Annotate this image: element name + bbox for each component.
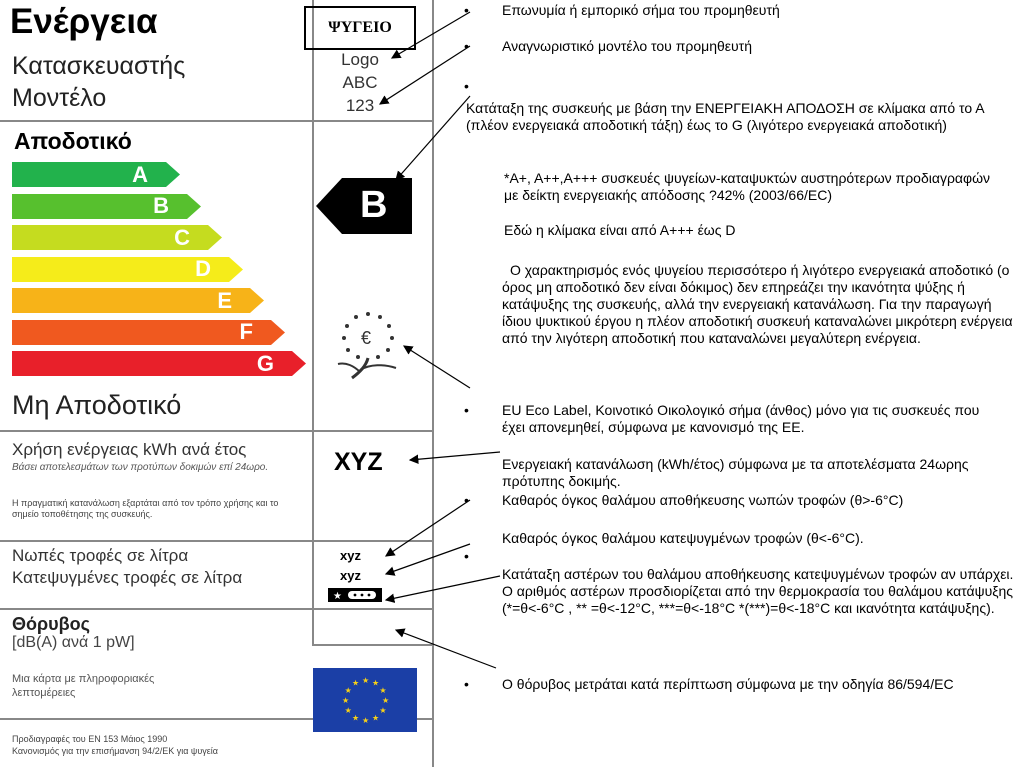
arrow-to-energy — [410, 452, 500, 460]
eu-star: ★ — [372, 678, 380, 688]
arrow-to-stars — [386, 576, 500, 600]
note-frozen-volume: Καθαρός όγκος θαλάμου κατεψυγμένων τροφών (θ<-6°C). — [502, 530, 864, 546]
energy-use-note-2: Η πραγματική κατανάλωση εξαρτάται από τον τρόπο χρήσης και το σημείο τοποθέτησης της συσκευής. — [12, 498, 279, 519]
eu-star: ★ — [382, 696, 390, 705]
bullet: • — [464, 78, 469, 94]
bullet: • — [464, 492, 469, 508]
noise-label: Θόρυβος — [12, 614, 90, 634]
note-noise: Ο θόρυβος μετράται κατά περίπτωση σύμφωνα με την οδηγία 86/594/ΕC — [502, 676, 954, 692]
eu-star: ★ — [372, 713, 380, 723]
note-fresh-volume: Καθαρός όγκος θαλάμου αποθήκευσης νωπών τροφών (θ>-6°C) — [502, 492, 904, 508]
eu-star: ★ — [362, 676, 370, 685]
manufacturer-label: Κατασκευαστής — [12, 52, 186, 80]
label-title: Ενέργεια — [10, 2, 158, 41]
inefficient-heading: Μη Αποδοτικό — [12, 390, 182, 420]
fresh-volume-value: xyz — [340, 548, 361, 563]
svg-text:€: € — [361, 328, 372, 348]
bullet: • — [464, 38, 469, 54]
noise-unit: [dB(A) ανά 1 pW] — [12, 634, 135, 651]
energy-consumption-value: XYZ — [334, 448, 383, 476]
eu-star: ★ — [344, 686, 352, 695]
footer-regulation: Κανονισμός για την επισήμανση 94/2/ΕΚ για ψυγεία — [12, 746, 218, 756]
note-model: Αναγνωριστικό μοντέλο του προμηθευτή — [502, 38, 752, 54]
note-ecolabel: EU Eco Label, Κοινοτικό Οικολογικό σήμα (άνθος) μόνο για τις συσκευές που έχει απονεμηθεί, σύμφωνα με κανονισμό της ΕΕ. — [502, 402, 980, 435]
bullet: • — [464, 548, 469, 564]
svg-text:★: ★ — [333, 591, 342, 602]
efficient-heading: Αποδοτικό — [14, 128, 132, 154]
model-label: Μοντέλο — [12, 84, 107, 112]
arrow-to-noise — [396, 630, 496, 668]
note-scale-range: Εδώ η κλίμακα είναι από Α+++ έως D — [504, 222, 736, 238]
rating-bar-letter: G — [256, 350, 274, 376]
rating-bar-letter: D — [195, 256, 211, 281]
note-efficiency-class: Κατάταξη της συσκευής με βάση την ΕΝΕΡΓΕΙΑΚΗ ΑΠΟΔΟΣΗ σε κλίμακα από το Α (πλέον ενεργειακά αποδοτική τάξη) έως το G (λιγότερο ενεργειακά αποδοτική) — [466, 100, 984, 133]
supplier-logo: Logo — [341, 50, 379, 69]
rating-bar-letter: A — [132, 161, 148, 187]
supplier-abc: ABC — [342, 73, 378, 92]
arrow-to-frozen — [386, 544, 470, 574]
rating-bar-letter: E — [217, 287, 232, 313]
eu-star: ★ — [379, 686, 387, 695]
eu-star: ★ — [352, 678, 360, 688]
rating-bar-letter: B — [153, 193, 169, 218]
energy-use-note: Βάσει αποτελεσμάτων των προτύπων δοκιμών επί 24ωρο. — [12, 462, 269, 473]
frozen-volume-value: xyz — [340, 568, 361, 583]
bullet: • — [464, 2, 469, 18]
arrow-to-logo — [392, 12, 470, 58]
footer-standard: Προδιαγραφές του ΕΝ 153 Μάιος 1990 — [12, 734, 168, 744]
note-star-rating: Κατάταξη αστέρων του θαλάμου αποθήκευσης κατεψυγμένων τροφών αν υπάρχει. Ο αριθμός αστέρων προσδιορίζεται από την θερμοκρασία του θαλάμου κατάψυξης (*=θ<-6°C , ** =θ<-12°C, ***=θ<-18°C *(***)=θ<-18°C και ικανότητα κατάψυξης). — [502, 566, 1014, 616]
note-supplier: Επωνυμία ή εμπορικό σήμα του προμηθευτή — [502, 2, 780, 18]
info-card-text: Μια κάρτα με πληροφοριακές λεπτομέρειες — [12, 673, 155, 699]
bullet: • — [464, 676, 469, 692]
rating-bar-letter: F — [239, 319, 253, 344]
model-number: 123 — [345, 96, 375, 115]
eu-star: ★ — [352, 713, 360, 723]
arrow-to-class — [396, 96, 470, 180]
note-efficiency-explanation: Ο χαρακτηρισμός ενός ψυγείου περισσότερο ή λιγότερο ενεργειακά αποδοτικό (ο όρος μη αποδοτικό δεν είναι δόκιμος) δεν επηρεάζει την ικανότητα ψύξης ή κατάψυξης της συσκευής, αλλά την ενεργειακή κατανάλωση. Για την παραγωγή ίδιου ψυκτικού έργου η πλέον αποδοτική συσκευή καταναλώνει μικρότερη ενέργεια από την λιγότερη αποδοτική που καταναλώνει μεγαλύτερη ενέργεια. — [502, 262, 1013, 346]
eu-star: ★ — [379, 706, 387, 715]
product-type-box: ΨΥΓΕΙΟ — [304, 6, 416, 50]
note-plus-classes: *A+, A++,A+++ συσκευές ψυγείων-καταψυκτών αυστηρότερων προδιαγραφών με δείκτη ενεργειακής απόδοσης ?42% (2003/66/ΕC) — [504, 170, 991, 203]
fresh-food-label: Νωπές τροφές σε λίτρα — [12, 546, 189, 565]
eu-star: ★ — [344, 706, 352, 715]
note-energy-consumption: Ενεργειακή κατανάλωση (kWh/έτος) σύμφωνα με τα αποτελέσματα 24ωρης πρότυπης δοκιμής. — [502, 456, 969, 489]
arrow-to-model — [380, 46, 470, 104]
eu-star: ★ — [342, 696, 350, 705]
eu-star: ★ — [362, 716, 370, 725]
frozen-food-label: Κατεψυγμένες τροφές σε λίτρα — [12, 568, 243, 587]
energy-use-label: Χρήση ενέργειας kWh ανά έτος — [12, 440, 247, 459]
arrow-to-ecolabel — [404, 346, 470, 388]
arrow-to-fresh — [386, 500, 470, 556]
bullet: • — [464, 402, 469, 418]
current-class-letter: B — [360, 184, 388, 226]
rating-bar-letter: C — [174, 224, 190, 250]
